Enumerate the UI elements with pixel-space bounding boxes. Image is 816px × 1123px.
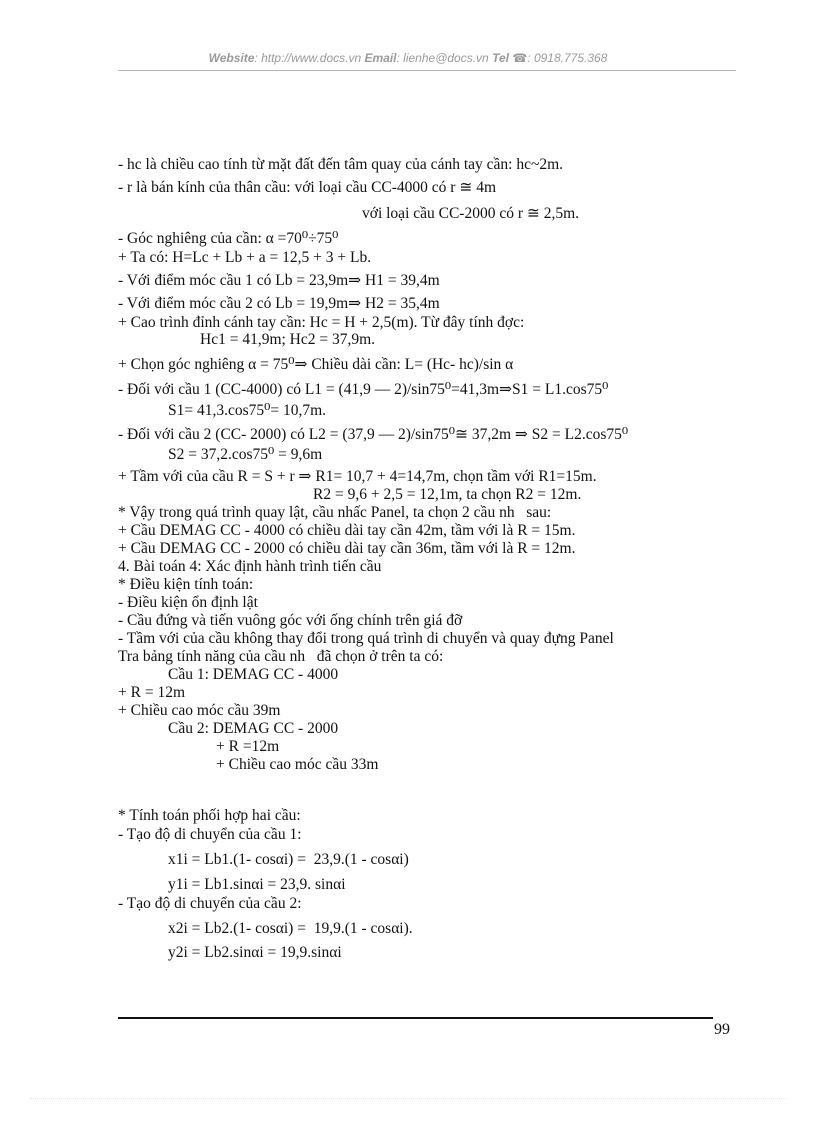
text-line: + Cầu DEMAG CC - 4000 có chiều dài tay cần 42m, tầm với là R = 15m.	[118, 522, 576, 539]
text-line: + R =12m	[216, 738, 280, 755]
text-line: - Với điểm móc cầu 1 có Lb = 23,9m⇒ H1 = 39,4m	[118, 272, 440, 289]
text-line: Cầu 1: DEMAG CC - 4000	[168, 666, 339, 683]
text-line: * Điều kiện tính toán:	[118, 576, 254, 593]
tel-value: : 0918.775.368	[527, 51, 608, 65]
text-line: + R = 12m	[118, 684, 186, 701]
page-number: 99	[714, 1021, 730, 1038]
text-line: - Điều kiện ổn định lật	[118, 594, 258, 611]
text-line: - Đối với cầu 2 (CC- 2000) có L2 = (37,9 — 2)/sin75⁰≅ 37,2m ⇒ S2 = L2.cos75⁰	[118, 426, 629, 443]
text-line: + Cầu DEMAG CC - 2000 có chiều dài tay cần 36m, tầm với là R = 12m.	[118, 540, 576, 557]
text-line: + Chiều cao móc cầu 33m	[216, 756, 379, 773]
text-line: - Đối với cầu 1 (CC-4000) có L1 = (41,9 — 2)/sin75⁰=41,3m⇒S1 = L1.cos75⁰	[118, 381, 609, 398]
formula-line: x2i = Lb2.(1- cosαi) = 19,9.(1 - cosαi).	[168, 920, 413, 937]
text-line: + Chọn góc nghiêng α = 75⁰⇒ Chiều dài cần: L= (Hc- hc)/sin α	[118, 356, 514, 373]
text-line: + Ta có: H=Lc + Lb + a = 12,5 + 3 + Lb.	[118, 249, 372, 266]
text-line: * Vậy trong quá trình quay lật, cầu nhấc Panel, ta chọn 2 cầu nh sau:	[118, 504, 552, 521]
formula-line: y1i = Lb1.sinαi = 23,9. sinαi	[168, 876, 346, 893]
text-line: + Chiều cao móc cầu 39m	[118, 702, 281, 719]
email-value: : lienhe@docs.vn	[396, 51, 489, 65]
text-line: S2 = 37,2.cos75⁰ = 9,6m	[168, 446, 323, 463]
text-line: * Tính toán phối hợp hai cầu:	[118, 807, 301, 824]
page-edge-dots	[30, 1098, 786, 1099]
text-line: + Cao trình đỉnh cánh tay cần: Hc = H + 2,5(m). Từ đây tính đợc:	[118, 314, 525, 331]
text-line: - Tầm với của cầu không thay đổi trong quá trình di chuyển và quay đựng Panel	[118, 630, 614, 647]
text-line: với loại cầu CC-2000 có r ≅ 2,5m.	[362, 205, 580, 222]
text-line: S1= 41,3.cos75⁰= 10,7m.	[168, 402, 327, 419]
page-header	[0, 51, 816, 65]
website-value: : http://www.docs.vn	[254, 51, 362, 65]
email-label: Email	[364, 51, 397, 65]
text-line: - r là bán kính của thân cầu: với loại cầu CC-4000 có r ≅ 4m	[118, 179, 497, 196]
text-line: - Tạo độ di chuyển của cầu 1:	[118, 826, 302, 843]
formula-line: x1i = Lb1.(1- cosαi) = 23,9.(1 - cosαi)	[168, 851, 409, 868]
text-line: + Tầm với của cầu R = S + r ⇒ R1= 10,7 + 4=14,7m, chọn tầm với R1=15m.	[118, 468, 597, 485]
formula-line: y2i = Lb2.sinαi = 19,9.sinαi	[168, 944, 342, 961]
text-line: Tra bảng tính năng của cầu nh đã chọn ở trên ta có:	[118, 648, 444, 665]
footer-rule	[118, 1017, 713, 1019]
header-rule	[118, 70, 736, 71]
phone-icon: ☎	[512, 51, 528, 65]
text-line: Hc1 = 41,9m; Hc2 = 37,9m.	[200, 331, 376, 348]
text-line: 4. Bài toán 4: Xác định hành trình tiến cầu	[118, 558, 382, 575]
website-label: Website	[208, 51, 255, 65]
text-line: - Với điểm móc cầu 2 có Lb = 19,9m⇒ H2 = 35,4m	[118, 295, 440, 312]
text-line: R2 = 9,6 + 2,5 = 12,1m, ta chọn R2 = 12m.	[313, 486, 582, 503]
text-line: - hc là chiều cao tính từ mặt đất đến tâm quay của cánh tay cần: hc~2m.	[118, 156, 564, 173]
text-line: - Cầu đứng và tiến vuông góc với ống chính trên giá đỡ	[118, 612, 463, 629]
text-line: - Góc nghiêng của cần: α =70⁰÷75⁰	[118, 230, 339, 247]
text-line: - Tạo độ di chuyển của cầu 2:	[118, 895, 302, 912]
text-line: Cầu 2: DEMAG CC - 2000	[168, 720, 339, 737]
tel-label: Tel	[492, 51, 509, 65]
